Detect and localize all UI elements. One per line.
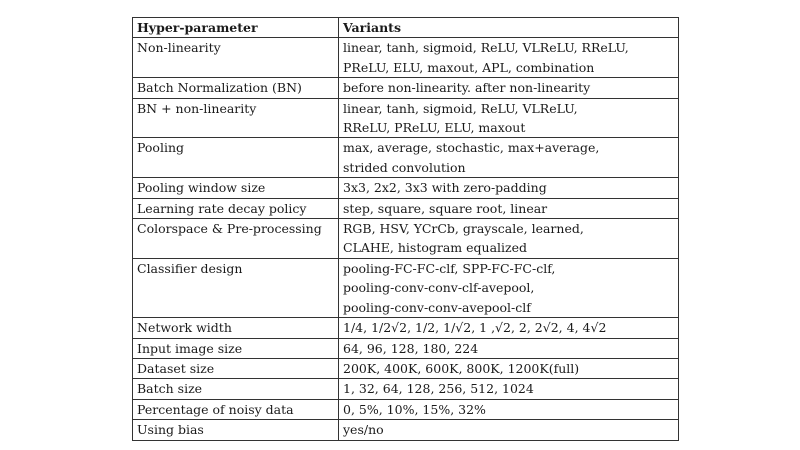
param-cell: Classifier design bbox=[133, 258, 339, 317]
param-cell: Batch size bbox=[133, 379, 339, 399]
table-row bbox=[133, 98, 679, 138]
variants-cell bbox=[339, 178, 679, 198]
table-row bbox=[133, 38, 679, 78]
variants-cell bbox=[339, 399, 679, 419]
variants-line: max, average, stochastic, max+average, bbox=[343, 140, 600, 156]
variants-line: 1, 32, 64, 128, 256, 512, 1024 bbox=[343, 381, 534, 397]
hyperparameter-table bbox=[132, 17, 679, 441]
param-cell: Colorspace & Pre-processing bbox=[133, 219, 339, 259]
table-row bbox=[133, 399, 679, 419]
variants-line: yes/no bbox=[343, 422, 384, 438]
variants-line: linear, tanh, sigmoid, ReLU, VLReLU, RReLU, bbox=[343, 40, 629, 56]
variants-cell bbox=[339, 420, 679, 440]
variants-cell bbox=[339, 219, 679, 259]
variants-line: 1/4, 1/2√2, 1/2, 1/√2, 1 ,√2, 2, 2√2, 4, 4√2 bbox=[343, 320, 607, 336]
param-cell: Input image size bbox=[133, 338, 339, 358]
variants-line: before non-linearity. after non-linearity bbox=[343, 80, 591, 96]
variants-line: step, square, square root, linear bbox=[343, 200, 548, 216]
table-body bbox=[133, 38, 679, 440]
param-cell: Network width bbox=[133, 318, 339, 338]
variants-cell bbox=[339, 78, 679, 98]
variants-line: RGB, HSV, YCrCb, grayscale, learned, bbox=[343, 221, 584, 237]
variants-cell bbox=[339, 138, 679, 178]
variants-line: pooling-FC-FC-clf, SPP-FC-FC-clf, bbox=[343, 260, 556, 276]
param-cell: Pooling bbox=[133, 138, 339, 178]
variants-line: linear, tanh, sigmoid, ReLU, VLReLU, bbox=[343, 100, 578, 116]
variants-line: strided convolution bbox=[343, 159, 466, 175]
variants-line: PReLU, ELU, maxout, APL, combination bbox=[343, 59, 595, 75]
variants-line: 200K, 400K, 600K, 800K, 1200K(full) bbox=[343, 360, 580, 376]
table-row bbox=[133, 358, 679, 378]
table-row bbox=[133, 198, 679, 218]
variants-line: 64, 96, 128, 180, 224 bbox=[343, 340, 479, 356]
variants-line: pooling-conv-conv-avepool-clf bbox=[343, 299, 531, 315]
variants-line: 3x3, 2x2, 3x3 with zero-padding bbox=[343, 180, 547, 196]
header-hyper-parameter: Hyper-parameter bbox=[133, 18, 339, 38]
param-cell: Percentage of noisy data bbox=[133, 399, 339, 419]
variants-line: CLAHE, histogram equalized bbox=[343, 240, 528, 256]
variants-cell bbox=[339, 38, 679, 78]
variants-cell bbox=[339, 338, 679, 358]
variants-cell bbox=[339, 198, 679, 218]
variants-cell bbox=[339, 358, 679, 378]
header-row bbox=[133, 18, 679, 38]
table-row bbox=[133, 138, 679, 178]
table-row bbox=[133, 78, 679, 98]
table-row bbox=[133, 318, 679, 338]
table-row bbox=[133, 420, 679, 440]
variants-line: RReLU, PReLU, ELU, maxout bbox=[343, 120, 526, 136]
variants-cell bbox=[339, 98, 679, 138]
variants-cell bbox=[339, 318, 679, 338]
header-variants: Variants bbox=[339, 18, 679, 38]
variants-line: 0, 5%, 10%, 15%, 32% bbox=[343, 401, 486, 417]
param-cell: Non-linearity bbox=[133, 38, 339, 78]
param-cell: Pooling window size bbox=[133, 178, 339, 198]
table-row bbox=[133, 219, 679, 259]
table-row bbox=[133, 178, 679, 198]
table-row bbox=[133, 379, 679, 399]
table-row bbox=[133, 338, 679, 358]
param-cell: Batch Normalization (BN) bbox=[133, 78, 339, 98]
param-cell: BN + non-linearity bbox=[133, 98, 339, 138]
variants-cell bbox=[339, 379, 679, 399]
param-cell: Using bias bbox=[133, 420, 339, 440]
param-cell: Dataset size bbox=[133, 358, 339, 378]
param-cell: Learning rate decay policy bbox=[133, 198, 339, 218]
table-row bbox=[133, 258, 679, 317]
variants-cell bbox=[339, 258, 679, 317]
variants-line: pooling-conv-conv-clf-avepool, bbox=[343, 280, 535, 296]
